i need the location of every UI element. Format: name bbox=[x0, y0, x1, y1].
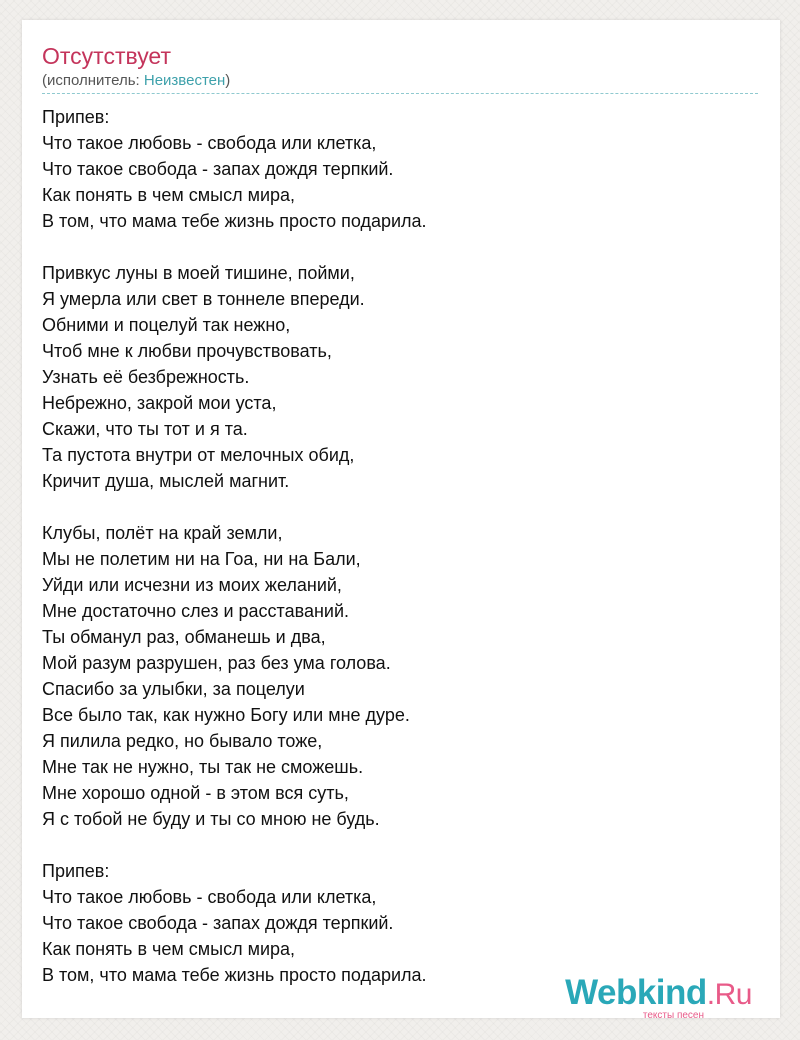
lyric-line: Я умерла или свет в тоннеле впереди. bbox=[42, 289, 365, 309]
lyric-line: Та пустота внутри от мелочных обид, bbox=[42, 445, 355, 465]
lyric-line: Мне хорошо одной - в этом вся суть, bbox=[42, 783, 349, 803]
lyric-line: Мы не полетим ни на Гоа, ни на Бали, bbox=[42, 549, 361, 569]
lyric-line: Спасибо за улыбки, за поцелуи bbox=[42, 679, 305, 699]
stanza-break bbox=[42, 234, 427, 260]
lyric-line: Припев: bbox=[42, 107, 110, 127]
logo-wordmark bbox=[565, 975, 752, 1013]
lyrics-text bbox=[42, 104, 427, 988]
lyric-line: Кричит душа, мыслей магнит. bbox=[42, 471, 290, 491]
logo-dot: . bbox=[706, 978, 715, 1011]
lyric-line: Мне достаточно слез и расставаний. bbox=[42, 601, 350, 621]
stanza-break bbox=[42, 494, 427, 520]
lyric-line: Что такое свобода - запах дождя терпкий. bbox=[42, 159, 394, 179]
lyric-line: Обними и поцелуй так нежно, bbox=[42, 315, 291, 335]
lyric-line: Мой разум разрушен, раз без ума голова. bbox=[42, 653, 391, 673]
lyric-line: В том, что мама тебе жизнь просто подарила. bbox=[42, 965, 427, 985]
lyric-line: Узнать её безбрежность. bbox=[42, 367, 250, 387]
stanza-break bbox=[42, 832, 427, 858]
artist-prefix: (исполнитель: bbox=[42, 72, 144, 89]
artist-link[interactable]: Неизвестен bbox=[143, 72, 226, 89]
lyric-line: Как понять в чем смысл мира, bbox=[42, 939, 296, 959]
dashed-divider bbox=[42, 93, 758, 94]
lyric-line: Привкус луны в моей тишине, пойми, bbox=[42, 263, 355, 283]
lyric-line: Мне так не нужно, ты так не сможешь. bbox=[42, 757, 364, 777]
lyric-line: Чтоб мне к любви прочувствовать, bbox=[42, 341, 332, 361]
lyric-line: Как понять в чем смысл мира, bbox=[42, 185, 296, 205]
lyric-line: Клубы, полёт на край земли, bbox=[42, 523, 283, 543]
lyric-line: Уйди или исчезни из моих желаний, bbox=[42, 575, 342, 595]
artist-suffix: ) bbox=[225, 72, 231, 89]
lyric-line: Небрежно, закрой мои уста, bbox=[42, 393, 277, 413]
webkind-logo[interactable] bbox=[565, 975, 752, 1021]
lyric-line: Все было так, как нужно Богу или мне дуре. bbox=[42, 705, 410, 725]
lyric-line: Что такое любовь - свобода или клетка, bbox=[42, 133, 377, 153]
lyric-line: В том, что мама тебе жизнь просто подарила. bbox=[42, 211, 427, 231]
logo-tld: Ru bbox=[714, 978, 752, 1011]
lyric-line: Припев: bbox=[42, 861, 110, 881]
lyric-line: Я с тобой не буду и ты со мною не будь. bbox=[42, 809, 380, 829]
artist-line bbox=[42, 72, 230, 90]
lyric-line: Скажи, что ты тот и я та. bbox=[42, 419, 248, 439]
lyric-line: Что такое свобода - запах дождя терпкий. bbox=[42, 913, 394, 933]
lyric-line: Что такое любовь - свобода или клетка, bbox=[42, 887, 377, 907]
logo-name: Webkind bbox=[565, 973, 707, 1012]
lyrics-card bbox=[22, 20, 780, 1021]
lyric-line: Я пилила редко, но бывало тоже, bbox=[42, 731, 323, 751]
song-title: Отсутствует bbox=[42, 43, 171, 69]
lyric-line: Ты обманул раз, обманешь и два, bbox=[42, 627, 326, 647]
logo-tagline: тексты песен bbox=[642, 1010, 704, 1021]
